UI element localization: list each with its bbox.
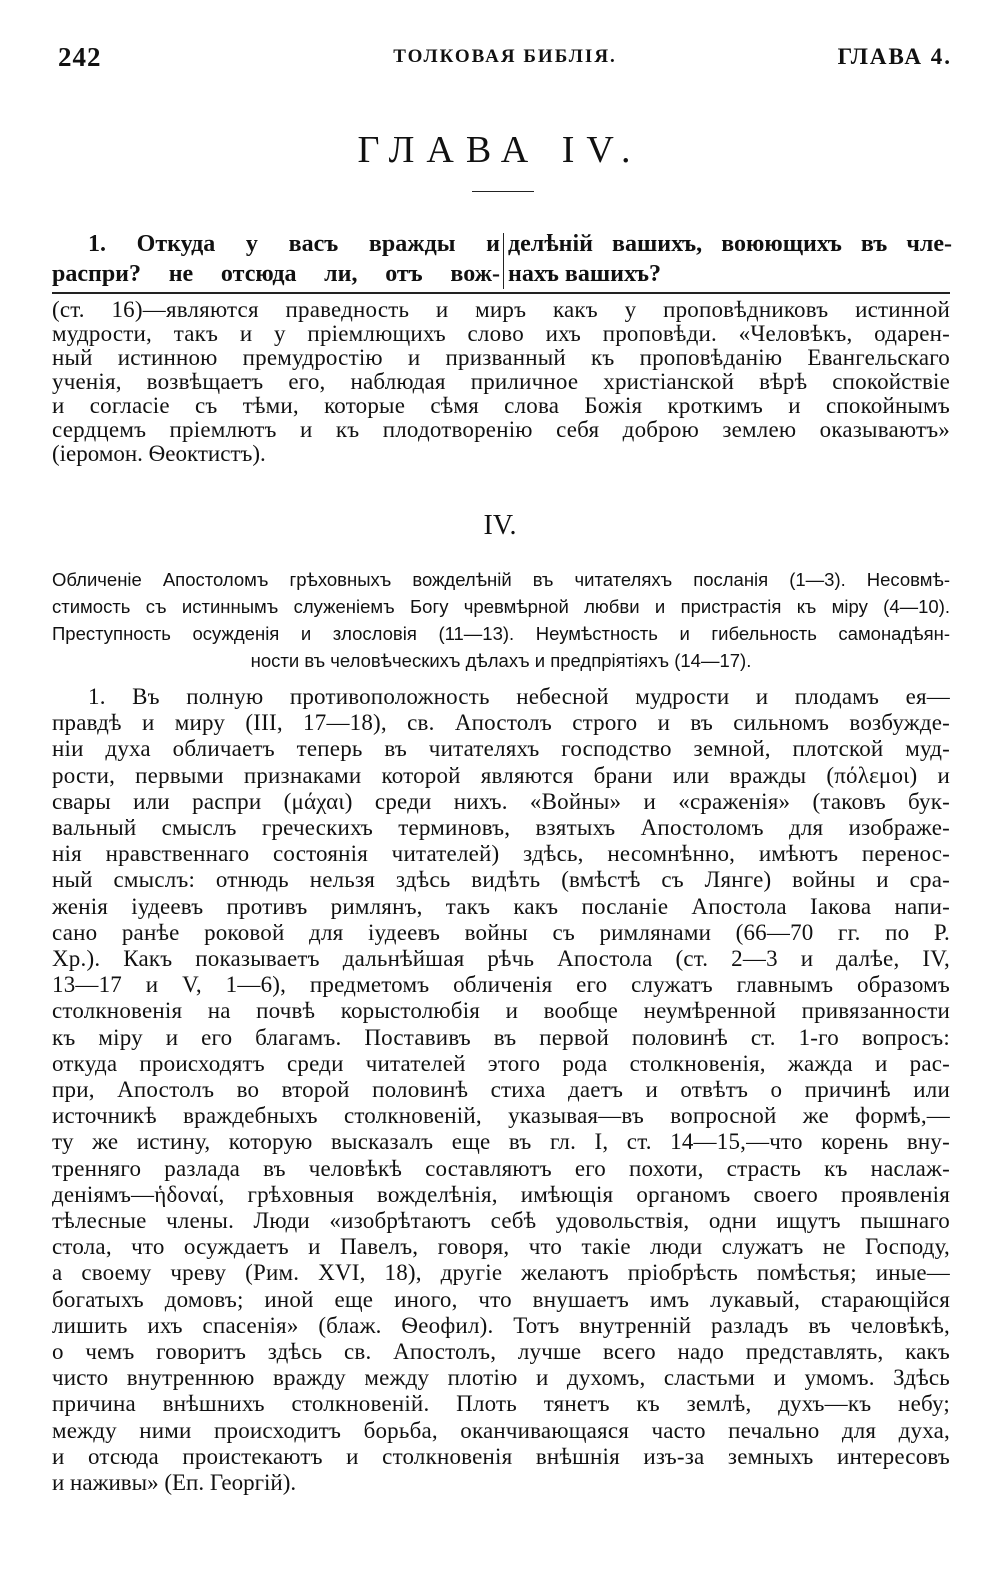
text-line: при, Апостолъ во второй половинѣ стиха даетъ и отвѣтъ о причинѣ или <box>52 1077 950 1103</box>
text-line: источникѣ враждебныхъ столкновеній, указывая—въ вопросной же формѣ,— <box>52 1103 950 1129</box>
text-line: къ міру и его благамъ. Поставивъ въ первой половинѣ ст. 1-го вопросъ: <box>52 1024 950 1050</box>
text-line: свары или распри (μάχαι) среди нихъ. «Войны» и «сраженія» (таковъ бук- <box>52 788 950 814</box>
text-line: тренняго разлада въ человѣкѣ составляютъ его похоти, страсть къ наслаж- <box>52 1155 950 1181</box>
chapter-label: ГЛАВА 4. <box>837 44 952 69</box>
verse-right-column <box>508 229 952 289</box>
body-paragraph <box>52 684 950 1496</box>
text-line: о чемъ говоритъ здѣсь св. Апостолъ, лучше всего надо представлять, какъ <box>52 1339 950 1365</box>
text-line: откуда происходятъ среди читателей этого рода столкновенія, жажда и рас- <box>52 1050 950 1076</box>
text-line: нія нравственнаго состоянія читателей) здѣсь, несомнѣнно, имѣютъ перенос- <box>52 841 950 867</box>
text-line: и согласіе съ тѣми, которые сѣмя слова Божія кроткимъ и спокойнымъ <box>52 393 950 418</box>
verse-line: 1. Откуда у васъ вражды и <box>88 231 500 257</box>
summary-line: Обличеніе Апостоломъ грѣховныхъ вожделѣній въ читателяхъ посланія (1—3). Несовмѣ- <box>52 569 950 590</box>
text-line: лишить ихъ спасенія» (блаж. Ѳеофил). Тотъ внутренній разладъ въ человѣкѣ, <box>52 1312 950 1338</box>
text-line: и наживы» (Еп. Георгій). <box>52 1470 297 1496</box>
text-line: вальный смыслъ греческихъ терминовъ, взятыхъ Апостоломъ для изображе- <box>52 815 950 841</box>
verse-rule <box>52 292 950 294</box>
text-line: женія іудеевъ противъ римлянъ, такъ какъ посланіе Апостола Іакова напи- <box>52 893 950 919</box>
running-header <box>58 42 952 78</box>
section-summary <box>52 566 950 674</box>
chapter-title: ГЛАВА IV. <box>357 129 643 171</box>
text-line: 1. Въ полную противоположность небесной мудрости и плодамъ ея— <box>88 684 950 709</box>
text-line: ный истинною премудростію и призванный къ проповѣданію Евангельскаго <box>52 345 950 370</box>
text-line: рости, первыми признаками которой являются брани или вражды (πόλεμοι) и <box>52 762 950 788</box>
scripture-verse <box>52 229 952 289</box>
text-line: сердцемъ пріемлютъ и къ плодотворенію себя доброю землею оказываютъ» <box>52 417 950 442</box>
text-line: ный смыслъ: отнюдь нельзя здѣсь видѣть (вмѣстѣ съ Лянге) войны и сра- <box>52 867 950 893</box>
summary-line: ности въ человѣческихъ дѣлахъ и предпріятіяхъ (14—17). <box>250 650 752 671</box>
text-line: (ст. 16)—являются праведность и миръ какъ у проповѣдниковъ истинной <box>52 297 950 322</box>
text-line: чисто внутреннюю вражду между плотію и духомъ, сластьми и умомъ. Здѣсь <box>52 1365 950 1391</box>
summary-line: Преступность осужденія и злословія (11—13). Неумѣстность и гибельность самонадѣян- <box>52 623 950 644</box>
text-line: ніи духа обличаетъ теперь въ читателяхъ господство земной, плотской муд- <box>52 736 950 762</box>
verse-line: распри? не отсюда ли, отъ вож- <box>52 261 500 287</box>
text-line: а своему чреву (Рим. XVI, 18), другіе желаютъ пріобрѣсть помѣстья; иные— <box>52 1260 950 1286</box>
running-title: ТОЛКОВАЯ БИБЛІЯ. <box>393 46 617 67</box>
text-line: стола, что осуждаетъ и Павелъ, говоря, что такіе люди служатъ не Господу, <box>52 1234 950 1260</box>
verse-left-column <box>52 229 500 289</box>
text-line: Хр.). Какъ показываетъ дальнѣйшая рѣчь Апостола (ст. 2—3 и далѣе, IV, <box>52 946 950 972</box>
text-line: правдѣ и миру (III, 17—18), св. Апостолъ строго и въ сильномъ возбужде- <box>52 710 950 736</box>
text-line: и отсюда проистекаютъ и столкновенія внѣшнія изъ-за земныхъ интересовъ <box>52 1443 950 1469</box>
text-line: ту же истину, которую высказалъ еще въ гл. I, ст. 14—15,—что корень вну- <box>52 1129 950 1155</box>
section-number: IV. <box>483 510 517 541</box>
verse-line: нахъ вашихъ? <box>508 261 662 287</box>
text-line: (іеромон. Ѳеоктистъ). <box>52 441 266 466</box>
text-line: сано ранѣе роковой для іудеевъ войны съ римлянами (66—70 гг. по Р. <box>52 919 950 945</box>
text-line: деніямъ—ἡδοναί, грѣховныя вожделѣнія, имѣющія органомъ своего проявленія <box>52 1181 950 1207</box>
text-line: причина внѣшнихъ столкновеній. Плоть тянетъ къ землѣ, духъ—къ небу; <box>52 1391 950 1417</box>
verse-line: делѣній вашихъ, воюющихъ въ чле- <box>508 231 952 257</box>
summary-line: стимость съ истиннымъ служеніемъ Богу чревмѣрной любви и пристрастія къ міру (4—10). <box>52 596 950 617</box>
text-line: ученія, возвѣщаетъ его, наблюдая приличное христіанской вѣрѣ спокойствіе <box>52 369 950 394</box>
title-rule <box>472 191 534 192</box>
text-line: тѣлесные члены. Люди «изобрѣтаютъ себѣ удовольствія, одни ищутъ пышнаго <box>52 1208 950 1234</box>
text-line: мудрости, такъ и у пріемлющихъ слово ихъ проповѣди. «Человѣкъ, одарен- <box>52 321 950 346</box>
text-line: богатыхъ домовъ; иной еще иного, что внушаетъ имъ лукавый, старающійся <box>52 1286 950 1312</box>
commentary-paragraph <box>52 298 950 466</box>
text-line: столкновенія на почвѣ корыстолюбія и вообще неумѣренной привязанности <box>52 998 950 1024</box>
column-divider <box>503 233 504 289</box>
page-number: 242 <box>58 42 102 72</box>
text-line: между ними происходитъ борьба, оканчивающаяся часто печально для духа, <box>52 1417 950 1443</box>
text-line: 13—17 и V, 1—6), предметомъ обличенія его служатъ главнымъ образомъ <box>52 972 950 998</box>
